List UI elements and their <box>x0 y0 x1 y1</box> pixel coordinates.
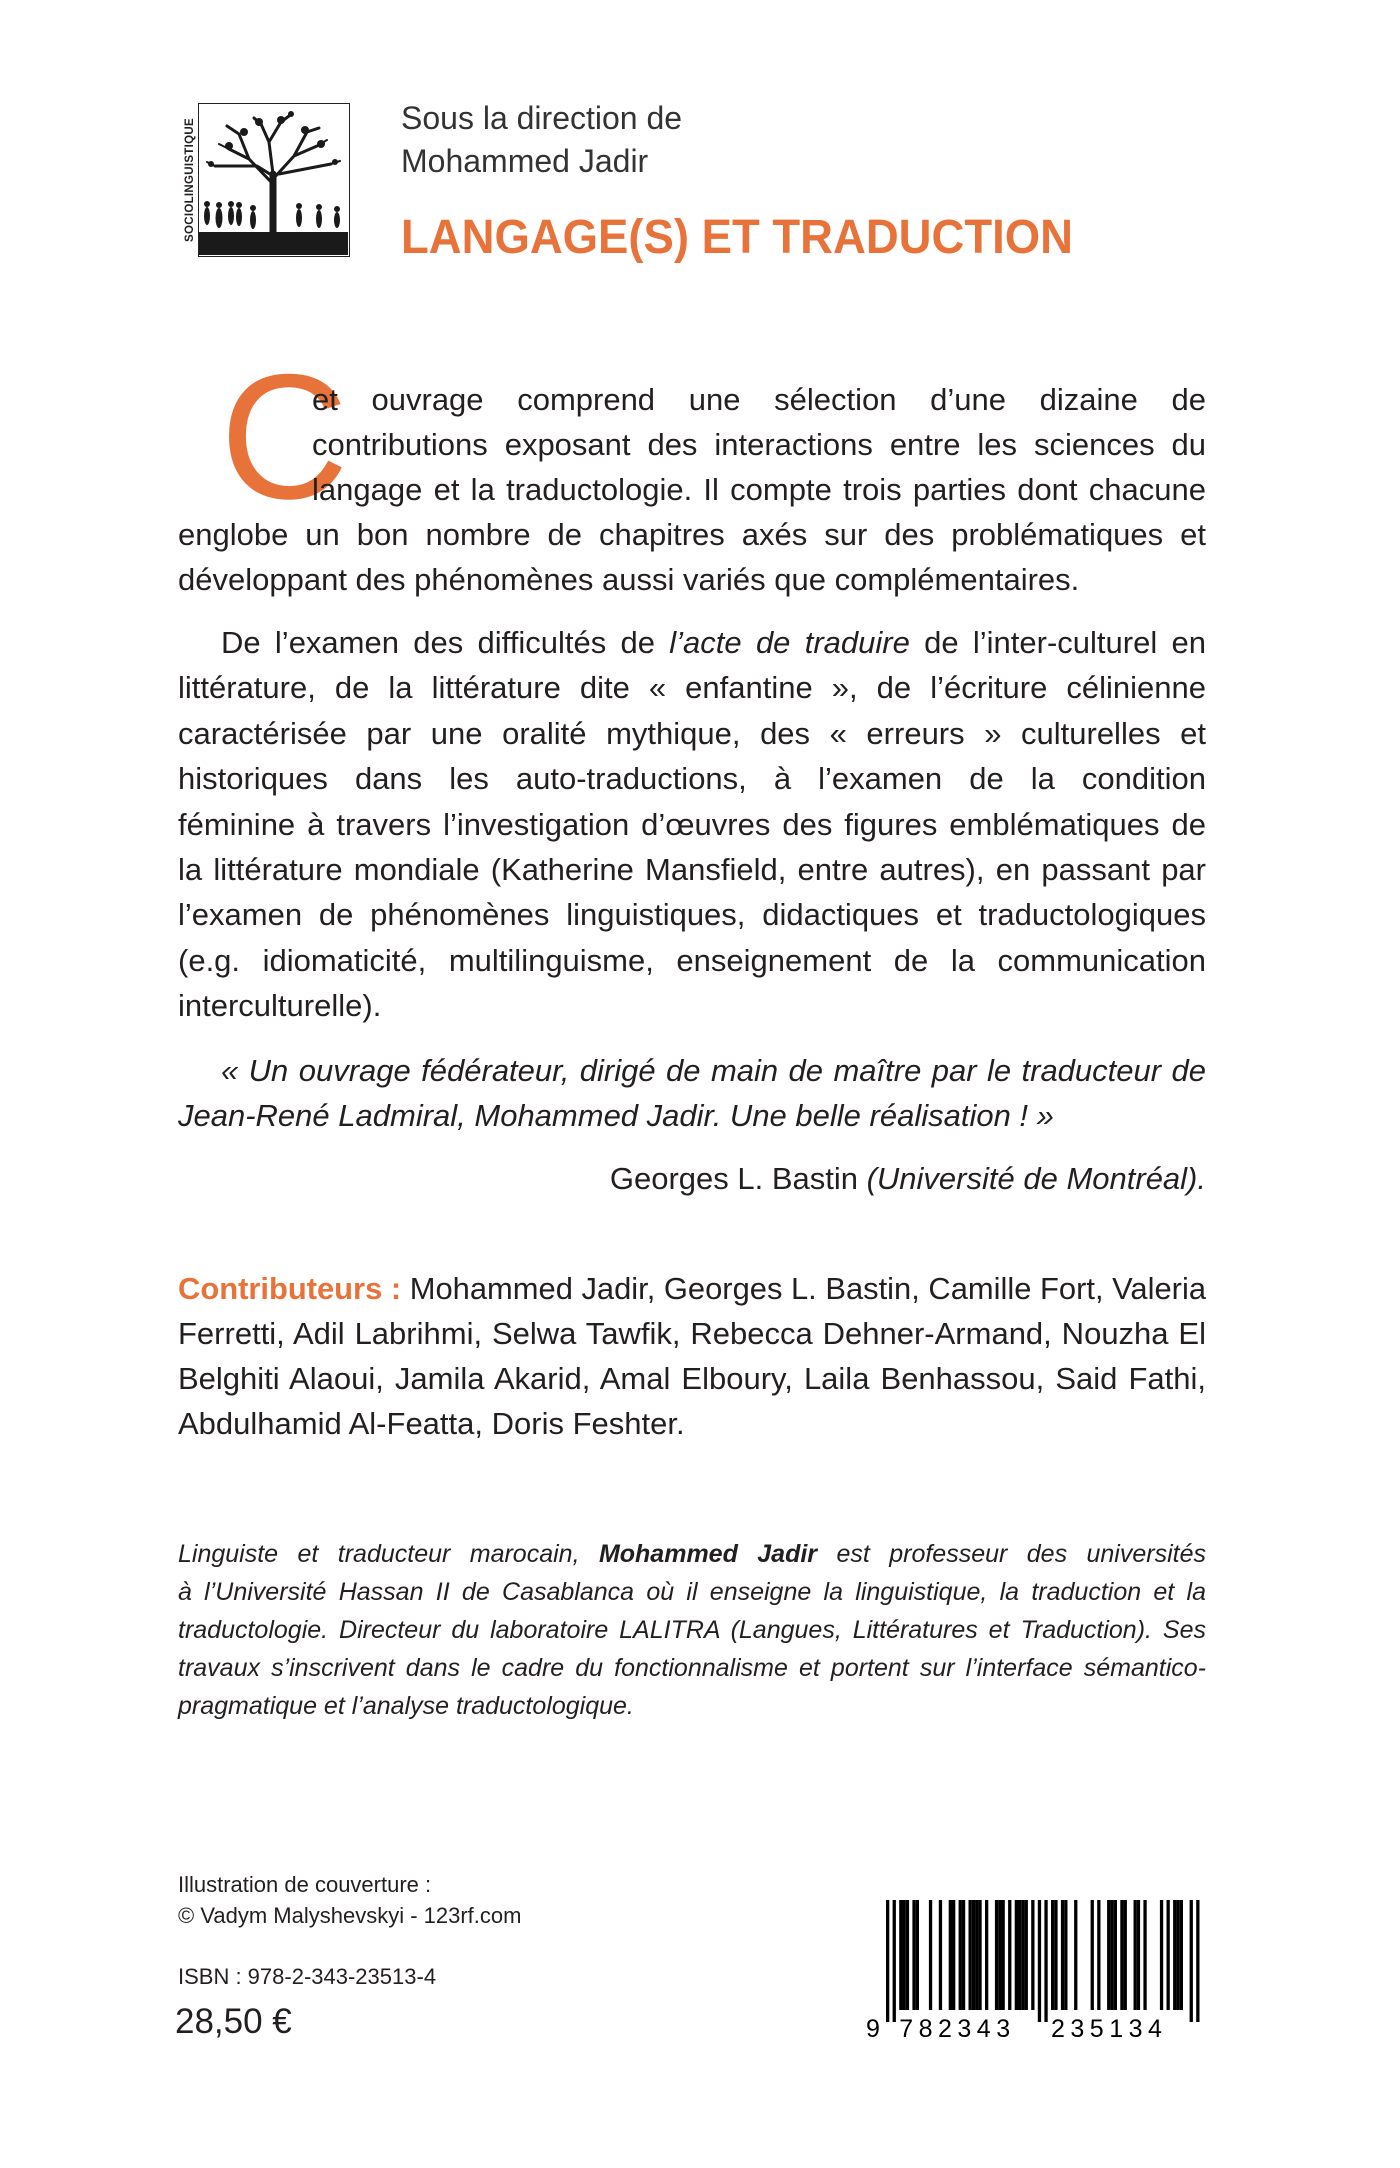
quote-line: « Un ouvrage fédérateur, dirigé de main de maître par le traducteur de <box>221 1053 1206 1088</box>
barcode-bar <box>1015 1900 1018 2010</box>
barcode-bar <box>1173 1900 1176 2010</box>
barcode-bar <box>1002 1900 1005 2010</box>
barcode-bar <box>1008 1900 1011 2010</box>
barcode-bar <box>1097 1900 1100 2010</box>
text-line: contributions exposant des interactions entre les sciences du <box>312 427 1206 462</box>
text-line: féminine à travers l’investigation d’œuvres des figures emblématiques de <box>178 807 1206 842</box>
barcode-bar <box>949 1900 952 2010</box>
text-line: caractérisée par une oralité mythique, des « erreurs » culturelles et <box>178 716 1206 751</box>
text-line: langage et la traductologie. Il compte trois parties dont chacune <box>312 472 1206 507</box>
barcode-bar <box>959 1900 962 2010</box>
barcode-bar <box>975 1900 978 2010</box>
barcode-bar <box>1074 1900 1077 2010</box>
barcode-bar <box>939 1900 942 2010</box>
barcode-bar <box>1176 1900 1179 2010</box>
text-line: historiques dans les auto-traductions, à l’examen de la condition <box>178 761 1206 796</box>
text-line: et ouvrage comprend une sélection d’une dizaine de <box>312 382 1206 417</box>
quote-attribution: Georges L. Bastin (Université de Montréal). <box>609 1161 1206 1196</box>
text-line: Abdulhamid Al-Featta, Doris Feshter. <box>178 1406 685 1441</box>
barcode-bar <box>1031 1900 1034 2010</box>
barcode-bar <box>1025 1900 1028 2010</box>
bio-line: traductologie. Directeur du laboratoire LALITRA (Langues, Littératures et Traduction). Ses <box>178 1616 1206 1644</box>
text-line: l’examen de phénomènes linguistiques, didactiques et traductologiques <box>178 897 1206 932</box>
barcode-bar <box>978 1900 981 2010</box>
barcode-digits: 235134 <box>1051 2015 1168 2043</box>
barcode-bar <box>1107 1900 1110 2010</box>
text-line: Belghiti Alaoui, Jamila Akarid, Amal Elboury, Laila Benhassou, Said Fathi, <box>178 1361 1206 1396</box>
barcode-bar <box>969 1900 972 2010</box>
bio-line: pragmatique et l’analyse traductologique. <box>178 1692 634 1720</box>
barcode-bar <box>1143 1900 1146 2010</box>
barcode-bar <box>1167 1900 1170 2010</box>
barcode-digits: 782343 <box>899 2015 1016 2043</box>
editor-name: Mohammed Jadir <box>401 143 649 179</box>
barcode-bar <box>1064 1900 1067 2010</box>
series-logo-tree <box>198 103 350 257</box>
price: 28,50 € <box>175 2002 292 2041</box>
barcode-bars <box>860 1895 1205 2045</box>
barcode-bar <box>962 1900 965 2010</box>
text-line: (e.g. idiomaticité, multilinguisme, enseignement de la communication <box>178 943 1206 978</box>
barcode-bar <box>952 1900 955 2010</box>
barcode-bar <box>1180 1900 1183 2010</box>
italic-term: l’acte de traduire <box>669 625 910 660</box>
barcode-digits: 9 <box>866 2015 886 2043</box>
barcode-bar <box>886 1900 889 2022</box>
barcode-bar <box>916 1900 919 2010</box>
barcode-bar <box>1120 1900 1123 2010</box>
barcode-bar <box>903 1900 906 2010</box>
direction-line: Sous la direction de <box>401 100 683 136</box>
barcode-bar <box>1190 1900 1193 2022</box>
series-label: SOCIOLINGUISTIQUE <box>184 118 196 242</box>
barcode-bar <box>995 1900 998 2010</box>
barcode-bar <box>1061 1900 1064 2010</box>
bio-line: travaux s’inscrivent dans le cadre du fonctionnalisme et portent sur l’interface sémantico- <box>178 1654 1206 1682</box>
barcode-bar <box>1114 1900 1117 2010</box>
barcode-bar <box>1137 1900 1140 2010</box>
text-line: De l’examen des difficultés de l’acte de traduire de l’inter-culturel en <box>221 625 1206 660</box>
drop-cap: C <box>220 337 349 536</box>
barcode-bar <box>1196 1900 1199 2022</box>
barcode-bar <box>899 1900 902 2010</box>
text-line: Ferretti, Adil Labrihmi, Selwa Tawfik, Rebecca Dehner-Armand, Nouzha El <box>178 1316 1206 1351</box>
quote-line: Jean-René Ladmiral, Mohammed Jadir. Une belle réalisation ! » <box>178 1098 1054 1133</box>
contributors-label: Contributeurs : <box>178 1271 402 1306</box>
barcode-bar <box>1018 1900 1021 2010</box>
barcode <box>860 1895 1205 2050</box>
barcode-bar <box>1038 1900 1041 2022</box>
isbn: ISBN : 978-2-343-23513-4 <box>178 1964 437 1989</box>
illustration-label: Illustration de couverture : <box>178 1872 432 1897</box>
text-line: développant des phénomènes aussi variés que complémentaires. <box>178 562 1080 597</box>
barcode-bar <box>1054 1900 1057 2010</box>
text-line: la littérature mondiale (Katherine Mansfield, entre autres), en passant par <box>178 852 1206 887</box>
tree-illustration-icon <box>199 104 348 255</box>
barcode-bar <box>998 1900 1001 2010</box>
illustration-credit: © Vadym Malyshevskyi - 123rf.com <box>178 1903 522 1928</box>
bio-line: Linguiste et traducteur marocain, Mohammed Jadir est professeur des universités <box>178 1540 1206 1568</box>
barcode-bar <box>1044 1900 1047 2022</box>
barcode-bar <box>1124 1900 1127 2010</box>
barcode-bar <box>972 1900 975 2010</box>
book-title: LANGAGE(S) ET TRADUCTION <box>401 211 1073 264</box>
text-line: englobe un bon nombre de chapitres axés sur des problématiques et <box>178 517 1206 552</box>
barcode-bar <box>906 1900 909 2010</box>
barcode-bar <box>1021 1900 1024 2010</box>
barcode-bar <box>1160 1900 1163 2010</box>
text-line: Contributeurs : Mohammed Jadir, Georges L. Bastin, Camille Fort, Valeria <box>178 1271 1206 1306</box>
text-line: interculturelle). <box>178 988 382 1023</box>
barcode-bar <box>1110 1900 1113 2010</box>
barcode-bar <box>1091 1900 1094 2010</box>
barcode-bar <box>929 1900 932 2010</box>
barcode-bar <box>893 1900 896 2022</box>
text-line: littérature, de la littérature dite « enfantine », de l’écriture célinienne <box>178 670 1206 705</box>
barcode-bar <box>985 1900 988 2010</box>
barcode-bar <box>1134 1900 1137 2010</box>
barcode-bar <box>1051 1900 1054 2010</box>
bio-line: à l’Université Hassan II de Casablanca où il enseigne la linguistique, la traduction et la <box>178 1578 1206 1606</box>
barcode-bar <box>912 1900 915 2010</box>
